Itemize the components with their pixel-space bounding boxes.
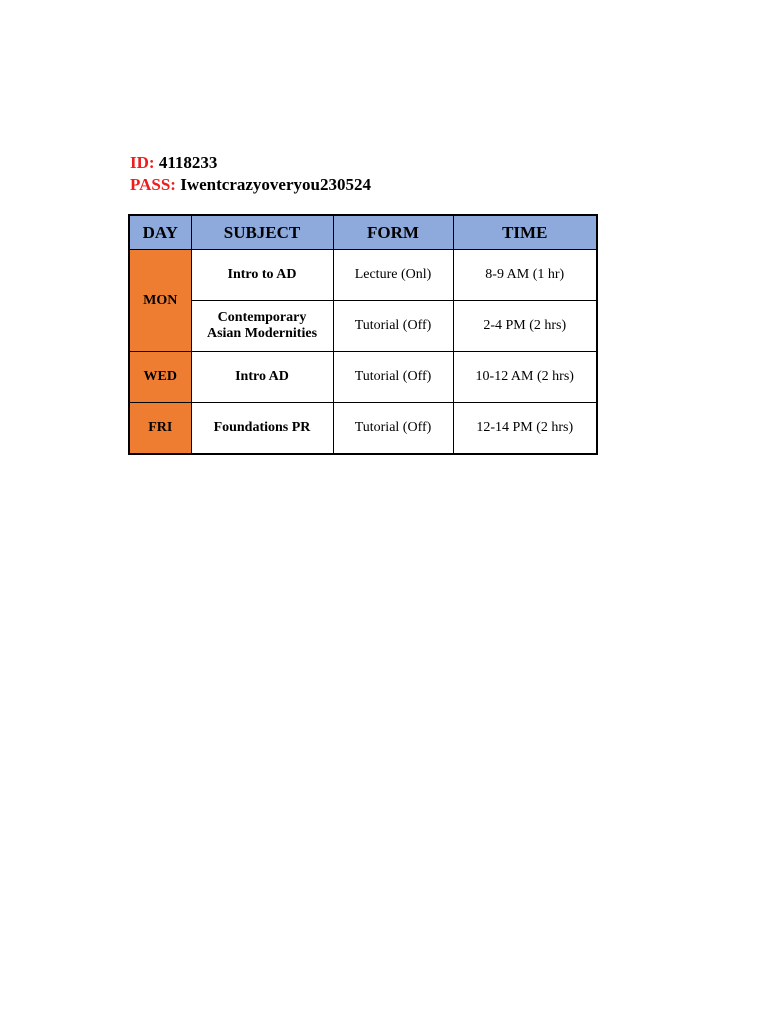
pass-label: PASS: (130, 175, 176, 194)
day-cell-fri: FRI (129, 403, 191, 455)
id-label: ID: (130, 153, 155, 172)
header-time: TIME (453, 215, 597, 250)
pass-value: Iwentcrazyoveryou230524 (180, 175, 371, 194)
table-header-row (129, 215, 597, 250)
subject-cell: Foundations PR (191, 403, 333, 455)
subject-cell: Intro to AD (191, 250, 333, 301)
pass-line (130, 174, 371, 196)
form-cell: Tutorial (Off) (333, 403, 453, 455)
form-cell: Tutorial (Off) (333, 301, 453, 352)
time-cell: 2-4 PM (2 hrs) (453, 301, 597, 352)
header-subject: SUBJECT (191, 215, 333, 250)
day-cell-wed: WED (129, 352, 191, 403)
schedule-table (128, 214, 598, 455)
credentials-block (130, 152, 371, 196)
form-cell: Tutorial (Off) (333, 352, 453, 403)
form-cell: Lecture (Onl) (333, 250, 453, 301)
table-row (129, 352, 597, 403)
day-cell-mon: MON (129, 250, 191, 352)
time-cell: 10-12 AM (2 hrs) (453, 352, 597, 403)
table-row (129, 403, 597, 455)
header-day: DAY (129, 215, 191, 250)
table-row (129, 301, 597, 352)
id-line (130, 152, 371, 174)
time-cell: 8-9 AM (1 hr) (453, 250, 597, 301)
id-value: 4118233 (158, 153, 218, 172)
subject-line: Asian Modernities (206, 326, 318, 341)
subject-line: Contemporary (217, 310, 307, 325)
subject-cell (191, 301, 333, 352)
subject-cell: Intro AD (191, 352, 333, 403)
header-form: FORM (333, 215, 453, 250)
table-row (129, 250, 597, 301)
time-cell: 12-14 PM (2 hrs) (453, 403, 597, 455)
